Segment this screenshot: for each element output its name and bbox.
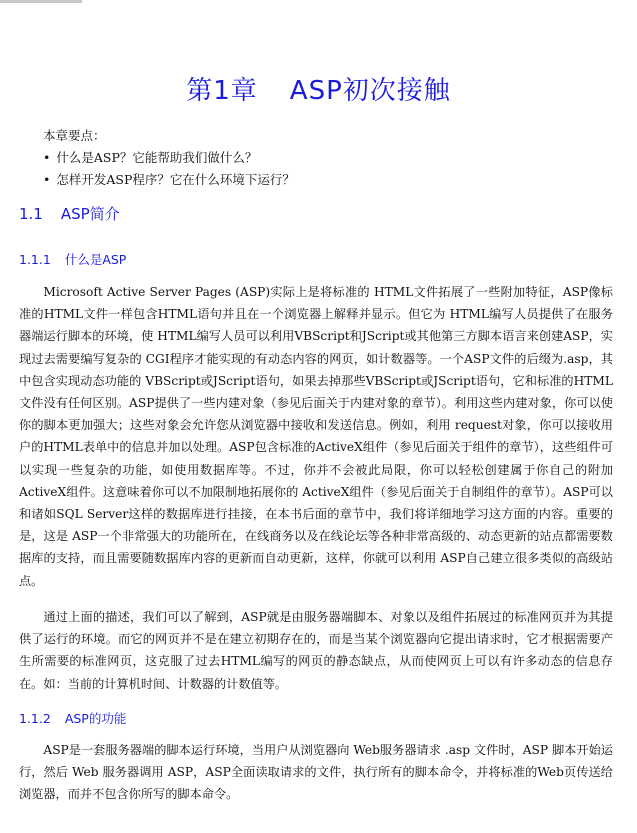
key-points-heading: 本章要点： xyxy=(43,128,106,143)
section-number: 1.1 xyxy=(19,205,43,223)
chapter-name: ASP初次接触 xyxy=(289,76,451,106)
body-paragraph: 通过上面的描述，我们可以了解到，ASP就是由服务器端脚本、对象以及组件拓展过的标准网页并为其提供了运行的环境。而它的网页并不是在建立初期存在的，而是当某个浏览器向它提出请求时，它才根据需要产生所需要的标准网页，这克服了过去HTML编写的网页的静态缺点，从而使网页上可以有许多动态的信息存在。如：当前的计算机时间、计数器的计数值等。 xyxy=(19,610,613,691)
section-title: ASP的功能 xyxy=(64,711,127,726)
key-point-item: • 怎样开发ASP程序？它在什么环境下运行？ xyxy=(43,169,295,191)
section-number: 1.1.1 xyxy=(19,252,51,267)
section-heading-1-1-2 xyxy=(19,709,126,727)
page-header-mark xyxy=(0,0,82,3)
section-number: 1.1.2 xyxy=(19,711,51,726)
body-paragraph: Microsoft Active Server Pages (ASP)实际上是将标准的 HTML文件拓展了一些附加特征，ASP像标准的HTML文件一样包含HTML语句并且在一个浏览器上解释并显示。但它为 HTML编写人员提供了在服务器端运行脚本的环境，使 HTML编写人员可以利用VBScript和JScript或其他第三方脚本语言来创建ASP，实现过去需要编写复杂的 CGI程序才能实现的有动态内容的网页，如计数器等。一个ASP文件的后缀为.asp，其中包含实现动态功能的 VBScript或JScript语句，如果去掉那些VBScript或JScript语句，它和标准的HTML文件没有任何区别。ASP提供了一些内建对象（参见后面关于内建对象的章节）。利用这些内建对象，你可以使你的脚本更加强大；这些对象会允许您从浏览器中接收和发送信息。例如，利用 request对象，你可以接收用户的HTML表单中的信息并加以处理。ASP包含标准的ActiveX组件（参见后面关于组件的章节），这些组件可以实现一些复杂的功能，如使用数据库等。不过，你并不会被此局限，你可以轻松创建属于你自己的附加ActiveX组件。这意味着你可以不加限制地拓展你的 ActiveX组件（参见后面关于自制组件的章节）。ASP可以和诸如SQL Server这样的数据库进行挂接，在本书后面的章节中，我们将详细地学习这方面的内容。重要的是，这是 ASP一个非常强大的功能所在，在线商务以及在线论坛等各种非常高级的、动态更新的站点都需要数据库的支持，而且需要随数据库内容的更新而自动更新，这样，你就可以利用 ASP自己建立很多类似的高级站点。 xyxy=(19,285,613,588)
body-paragraph: ASP是一套服务器端的脚本运行环境，当用户从浏览器向 Web服务器请求 .asp 文件时，ASP 脚本开始运行，然后 Web 服务器调用 ASP，ASP全面读取请求的文件，执行所有的脚本命令，并将标准的Web页传送给浏览器，而并不包含你所写的脚本命令。 xyxy=(19,743,613,802)
section-heading-1-1 xyxy=(19,203,120,224)
section-title: 什么是ASP xyxy=(64,252,127,267)
key-points xyxy=(43,125,295,191)
chapter-number: 第1章 xyxy=(186,76,258,106)
section-heading-1-1-1 xyxy=(19,250,126,268)
key-point-item: • 什么是ASP？它能帮助我们做什么？ xyxy=(43,147,295,169)
chapter-title xyxy=(0,70,637,107)
section-title: ASP简介 xyxy=(60,205,120,223)
